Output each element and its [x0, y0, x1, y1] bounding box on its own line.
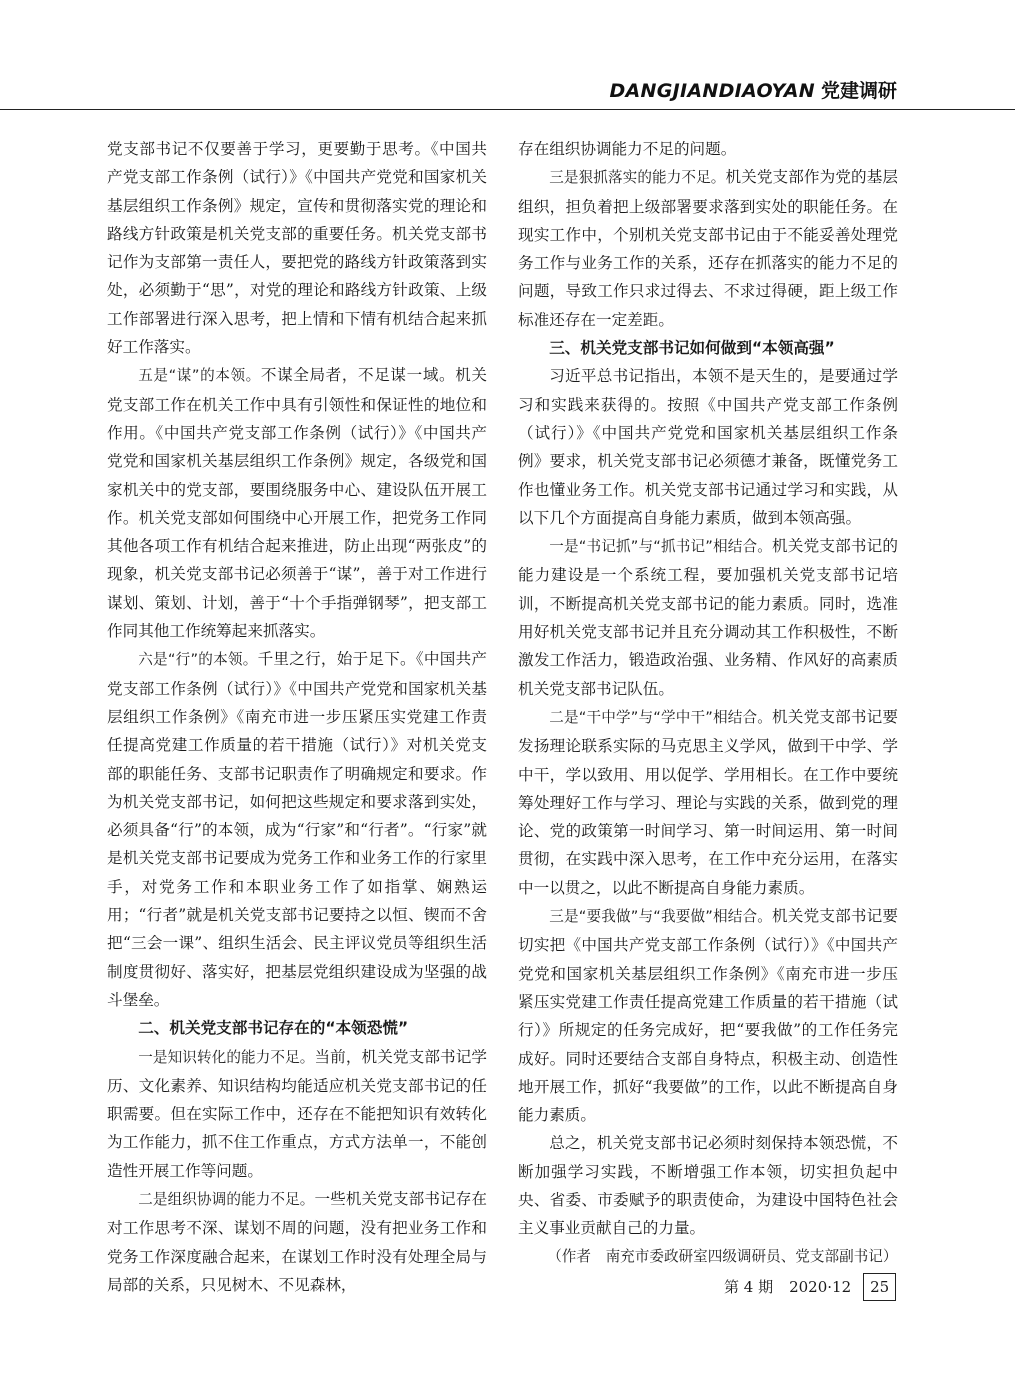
paragraph [518, 703, 898, 902]
paragraph [107, 645, 487, 1014]
running-head-chinese: 党建调研 [820, 80, 897, 102]
right-column [518, 135, 898, 1271]
paragraph-lead: 二是“干中学”与“学中干”相结合。 [549, 708, 773, 726]
paragraph-lead: 三是“要我做”与“我要做”相结合。 [549, 908, 773, 926]
paragraph-lead: 一是“书记抓”与“抓书记”相结合。 [549, 538, 773, 556]
section-heading: 三、机关党支部书记如何做到“本领高强” [549, 339, 835, 358]
page-number: 25 [863, 1273, 896, 1301]
paragraph [518, 163, 898, 334]
paragraph: 党支部书记不仅要善于学习，更要勤于思考。《中国共产党支部工作条例（试行）》《中国共产党党和国家机关基层组织工作条例》规定，宣传和贯彻落实党的理论和路线方针政策是机关党支部的重要任务。机关党支部书记作为支部第一责任人，要把党的路线方针政策落到实处，必须勤于“思”，对党的理论和路线方针政策、上级工作部署进行深入思考，把上情和下情有机结合起来抓好工作落实。 [107, 140, 487, 357]
paragraph-lead: 二是组织协调的能力不足。 [138, 1190, 315, 1208]
left-column [107, 135, 487, 1299]
paragraph-lead: 六是“行”的本领。 [138, 651, 258, 669]
paragraph: 总之，机关党支部书记必须时刻保持本领恐慌，不断加强学习实践，不断增强工作本领，切实担负起中央、省委、市委赋予的职责使命，为建设中国特色社会主义事业贡献自己的力量。 [518, 1134, 898, 1238]
paragraph-body: 当前，机关党支部书记学历、文化素养、知识结构均能适应机关党支部书记的任职需要。但在实际工作中，还存在不能把知识有效转化为工作能力，抓不住工作重点，方式方法单一，不能创造性开展工作等问题。 [107, 1047, 487, 1180]
running-head-latin: DANGJIANDIAOYAN [609, 80, 815, 102]
author-byline: （作者 南充市委政研室四级调研员、党支部副书记） [547, 1247, 898, 1265]
paragraph [518, 532, 898, 703]
paragraph-lead: 五是“谋”的本领。 [138, 367, 261, 385]
header-rule [0, 109, 1015, 110]
running-head [609, 76, 897, 103]
paragraph-body: 机关党支部书记要发扬理论联系实际的马克思主义学风，做到干中学、学中干，学以致用、用以促学、学用相长。在工作中要统筹处理好工作与学习、理论与实践的关系，做到党的理论、党的政策第一时间学习、第一时间运用、第一时间贯彻，在实践中深入思考，在工作中充分运用，在落实中一以贯之，以此不断提高自身能力素质。 [518, 707, 898, 897]
paragraph-body: 不谋全局者，不足谋一域。机关党支部工作在机关工作中具有引领性和保证性的地位和作用。《中国共产党支部工作条例（试行）》《中国共产党党和国家机关基层组织工作条例》规定，各级党和国家机关中的党支部，要围绕服务中心、建设队伍开展工作。机关党支部如何围绕中心开展工作，把党务工作同其他各项工作有机结合起来推进，防止出现“两张皮”的现象，机关党支部书记必须善于“谋”，善于对工作进行谋划、策划、计划，善于“十个手指弹钢琴”，把支部工作同其他工作统筹起来抓落实。 [107, 366, 487, 641]
issue-date: 2020·12 [789, 1278, 852, 1296]
paragraph-body: 机关党支部书记的能力建设是一个系统工程，要加强机关党支部书记培训，不断提高机关党支部书记的能力素质。同时，选准用好机关党支部书记并且充分调动其工作积极性，不断激发工作活力，锻造政治强、业务精、作风好的高素质机关党支部书记队伍。 [518, 537, 898, 698]
paragraph-body: 千里之行，始于足下。《中国共产党支部工作条例（试行）》《中国共产党党和国家机关基层组织工作条例》《南充市进一步压紧压实党建工作责任提高党建工作质量的若干措施（试行）》对机关党支部的职能任务、支部书记职责作了明确规定和要求。作为机关党支部书记，如何把这些规定和要求落到实处，必须具备“行”的本领，成为“行家”和“行者”。“行家”就是机关党支部书记要成为党务工作和业务工作的行家里手，对党务工作和本职业务工作了如指掌、娴熟运用；“行者”就是机关党支部书记要持之以恒、锲而不舍把“三会一课”、组织生活会、民主评议党员等组织生活制度贯彻好、落实好，把基层党组织建设成为坚强的战斗堡垒。 [107, 650, 488, 1009]
paragraph [518, 902, 898, 1129]
paragraph [107, 361, 487, 645]
paragraph [107, 1043, 487, 1185]
paragraph-body: 机关党支部作为党的基层组织，担负着把上级部署要求落到实处的职能任务。在现实工作中，个别机关党支部书记由于不能妥善处理党务工作与业务工作的关系，还存在抓落实的能力不足的问题，导致工作只求过得去、不求过得硬，距上级工作标准还存在一定差距。 [518, 168, 898, 329]
page-footer [724, 1273, 896, 1301]
issue-number: 第 4 期 [724, 1278, 774, 1296]
paragraph-body: 机关党支部书记要切实把《中国共产党支部工作条例（试行）》《中国共产党党和国家机关基层组织工作条例》《南充市进一步压紧压实党建工作责任提高党建工作质量的若干措施（试行）》所规定的任务完成好，把“要我做”的工作任务完成好。同时还要结合支部自身特点，积极主动、创造性地开展工作，抓好“我要做”的工作，以此不断提高自身能力素质。 [518, 907, 898, 1125]
paragraph-lead: 三是狠抓落实的能力不足。 [549, 169, 726, 187]
paragraph [107, 1185, 487, 1299]
paragraph: 习近平总书记指出，本领不是天生的，是要通过学习和实践来获得的。按照《中国共产党支部工作条例（试行）》《中国共产党党和国家机关基层组织工作条例》要求，机关党支部书记必须德才兼备，既懂党务工作也懂业务工作。机关党支部书记通过学习和实践，从以下几个方面提高自身能力素质，做到本领高强。 [518, 367, 898, 527]
paragraph-lead: 一是知识转化的能力不足。 [138, 1048, 315, 1066]
section-heading: 二、机关党支部书记存在的“本领恐慌” [138, 1019, 409, 1038]
paragraph-body: 一些机关党支部书记存在对工作思考不深、谋划不周的问题，没有把业务工作和党务工作深度融合起来，在谋划工作时没有处理全局与局部的关系，只见树木、不见森林， [107, 1189, 487, 1294]
paragraph: 存在组织协调能力不足的问题。 [518, 140, 737, 158]
